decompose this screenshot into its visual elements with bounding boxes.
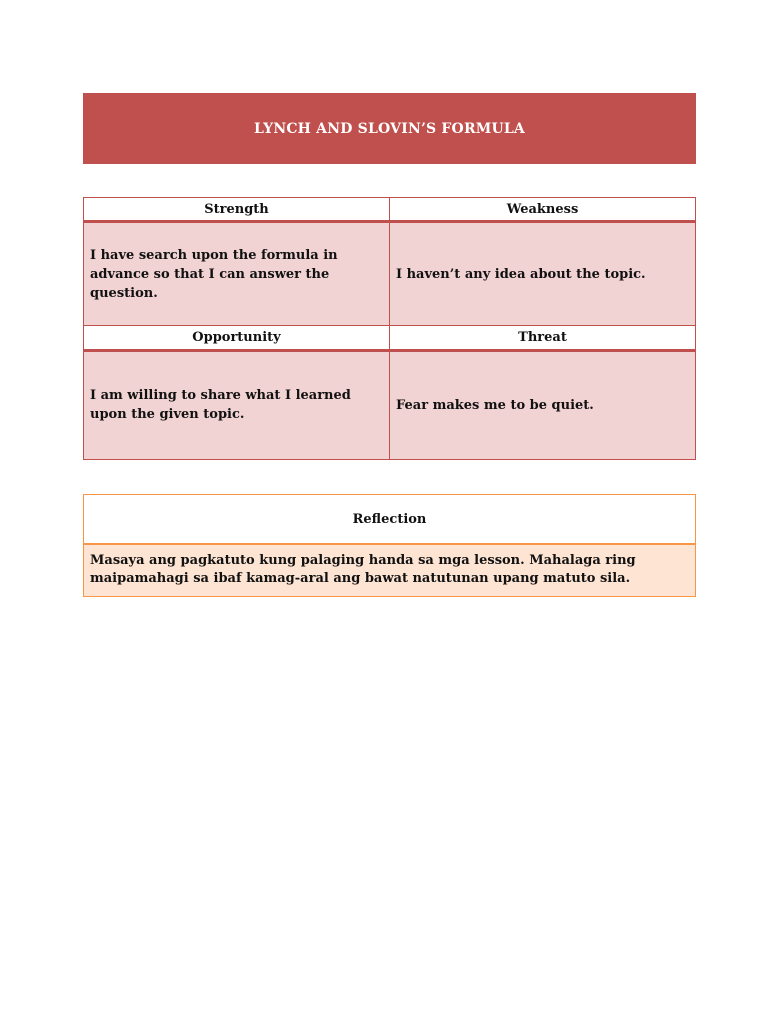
swot-body-row <box>84 222 696 326</box>
swot-body-row <box>84 350 696 459</box>
strength-cell: I have search upon the formula in advance so that I can answer the question. <box>84 222 390 326</box>
opportunity-heading: Opportunity <box>84 326 390 350</box>
reflection-text: Masaya ang pagkatuto kung palaging handa sa mga lesson. Mahalaga ring maipamahagi sa ibaf kamag-aral ang bawat natutunan upang matuto sila. <box>84 545 695 596</box>
reflection-box <box>83 494 696 597</box>
strength-heading: Strength <box>84 198 390 222</box>
threat-cell: Fear makes me to be quiet. <box>390 350 696 459</box>
page-title: LYNCH AND SLOVIN’S FORMULA <box>253 120 525 137</box>
swot-header-row <box>84 198 696 222</box>
title-banner <box>83 93 696 164</box>
reflection-heading: Reflection <box>84 495 695 545</box>
weakness-heading: Weakness <box>390 198 696 222</box>
weakness-cell: I haven’t any idea about the topic. <box>390 222 696 326</box>
threat-heading: Threat <box>390 326 696 350</box>
swot-header-row <box>84 326 696 350</box>
swot-table <box>83 197 696 460</box>
opportunity-cell: I am willing to share what I learned upon the given topic. <box>84 350 390 459</box>
